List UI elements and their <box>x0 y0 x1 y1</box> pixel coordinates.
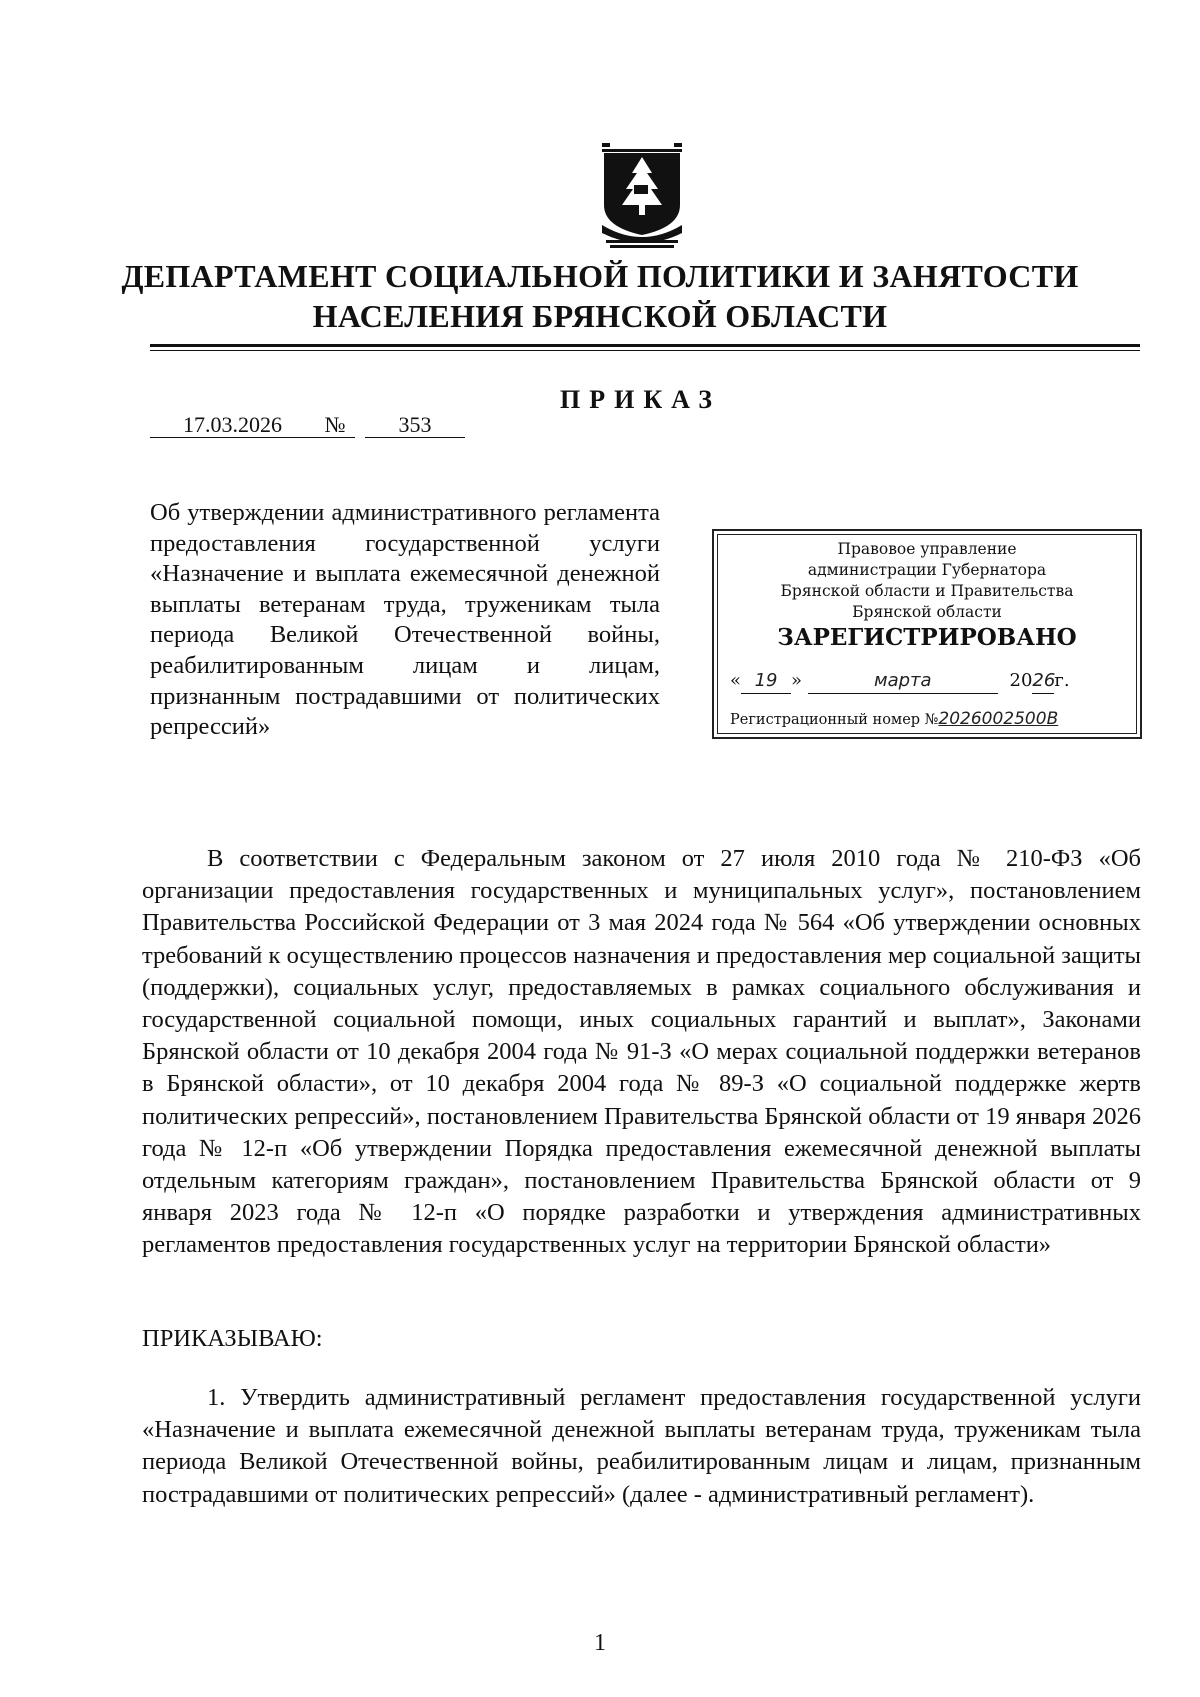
department-name-line2: НАСЕЛЕНИЯ БРЯНСКОЙ ОБЛАСТИ <box>312 298 888 334</box>
stamp-month: марта <box>808 669 998 694</box>
stamp-line3: Брянской области и Правительства <box>780 582 1074 600</box>
order-command: ПРИКАЗЫВАЮ: <box>142 1325 323 1352</box>
order-title: ПРИКАЗ <box>560 385 722 414</box>
stamp-year-unit: г. <box>1054 670 1070 691</box>
stamp-reg-number: 2026002500В <box>938 709 1059 729</box>
stamp-date-line: « 19 » марта 2026г. <box>730 669 1130 694</box>
order-subject: Об утверждении административного регламента предоставления государственной услуги «Назначение и выплата ежемесячной денежной выплаты ветеранам труда, труженикам тыла периода Великой Отечественной войны, реабилитированным лицам и лицам, признанным пострадавшими от политических репрессий» <box>150 499 660 741</box>
stamp-line4: Брянской области <box>852 603 1002 621</box>
coat-of-arms-icon <box>600 143 684 249</box>
stamp-year-prefix: 20 <box>1009 670 1033 691</box>
stamp-reg-label: Регистрационный номер № <box>730 712 939 728</box>
stamp-line2: администрации Губернатора <box>807 561 1047 579</box>
department-name-line1: ДЕПАРТАМЕНТ СОЦИАЛЬНОЙ ПОЛИТИКИ И ЗАНЯТОСТИ <box>121 258 1079 294</box>
order-item-1: 1. Утвердить административный регламент предоставления государственной услуги «Назначение и выплата ежемесячной денежной выплаты ветеранам труда, труженикам тыла периода Великой Отечественной войны, реабилитированным лицам и лицам, признанным пострадавшими от политических репрессий» (далее - административный регламент). <box>142 1384 1141 1508</box>
page-number: 1 <box>594 1630 606 1656</box>
order-date-number-line <box>150 412 465 438</box>
header-divider-thick <box>150 344 1140 347</box>
order-number: 353 <box>365 413 465 438</box>
stamp-reg-line <box>730 709 1058 729</box>
stamp-line1: Правовое управление <box>837 540 1017 558</box>
header-divider-thin <box>150 350 1140 351</box>
registration-stamp <box>712 529 1142 739</box>
order-number-label: № <box>315 413 355 438</box>
stamp-status: ЗАРЕГИСТРИРОВАНО <box>777 624 1077 651</box>
order-date: 17.03.2026 <box>150 413 315 438</box>
stamp-year-suffix: 26 <box>1032 669 1054 694</box>
preamble-paragraph: В соответствии с Федеральным законом от 27 июля 2010 года № 210-ФЗ «Об организации предоставления государственных и муниципальных услуг», постановлением Правительства Российской Федерации от 3 мая 2024 года № 564 «Об утверждении основных требований к осуществлению процессов назначения и предоставления мер социальной защиты (поддержки), социальных услуг, предоставляемых в рамках социального обслуживания и государственной социальной помощи, иных социальных гарантий и выплат», Законами Брянской области от 10 декабря 2004 года № 91-З «О мерах социальной поддержки ветеранов в Брянской области», от 10 декабря 2004 года № 89-З «О социальной поддержке жертв политических репрессий», постановлением Правительства Брянской области от 19 января 2026 года № 12-п «Об утверждении Порядка предоставления ежемесячной денежной выплаты отдельным категориям граждан», постановлением Правительства Брянской области от 9 января 2023 года № 12-п «О порядке разработки и утверждения административных регламентов предоставления государственных услуг на территории Брянской области» <box>142 845 1141 1259</box>
stamp-day: 19 <box>741 669 791 694</box>
